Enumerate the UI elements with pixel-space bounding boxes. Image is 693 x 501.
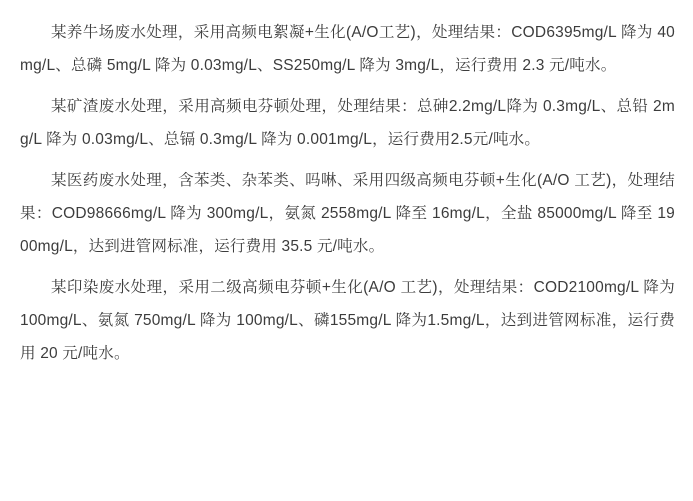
paragraph: 某医药废水处理，含苯类、杂苯类、吗啉、采用四级高频电芬顿+生化(A/O 工艺)，处理结果：COD98666mg/L 降为 300mg/L，氨氮 2558mg/L 降至 16mg/L，全盐 85000mg/L 降至 1900mg/L，达到进管网标准，运行费用 35.5 元/吨水。 bbox=[20, 172, 675, 255]
paragraph: 某矿渣废水处理，采用高频电芬顿处理，处理结果：总砷2.2mg/L降为 0.3mg/L、总铅 2mg/L 降为 0.03mg/L、总镉 0.3mg/L 降为 0.001mg/L，运行费用2.5元/吨水。 bbox=[20, 98, 675, 148]
paragraph: 某养牛场废水处理，采用高频电絮凝+生化(A/O工艺)，处理结果：COD6395mg/L 降为 40mg/L、总磷 5mg/L 降为 0.03mg/L、SS250mg/L 降为 3mg/L，运行费用 2.3 元/吨水。 bbox=[20, 24, 675, 74]
paragraph: 某印染废水处理，采用二级高频电芬顿+生化(A/O 工艺)，处理结果：COD2100mg/L 降为 100mg/L、氨氮 750mg/L 降为 100mg/L、磷155mg/L 降为1.5mg/L，达到进管网标准，运行费用 20 元/吨水。 bbox=[20, 279, 675, 362]
